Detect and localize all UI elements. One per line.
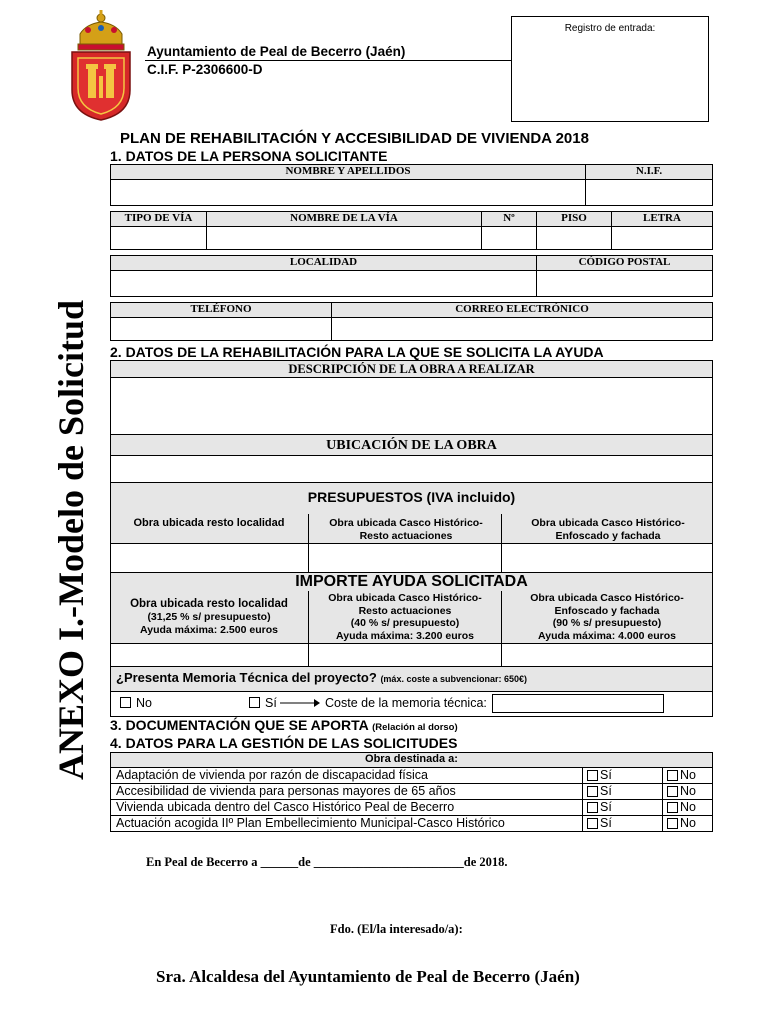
- importe-col-2-line3: (40 % s/ presupuesto): [350, 617, 460, 629]
- nif-field[interactable]: [585, 179, 713, 206]
- importe-field-2[interactable]: [308, 643, 502, 667]
- codigo-postal-field[interactable]: [536, 270, 713, 297]
- numero-header: Nº: [481, 211, 537, 227]
- memoria-no-label: No: [136, 696, 152, 710]
- importe-field-1[interactable]: [110, 643, 309, 667]
- destinada-row-1: Adaptación de vivienda por razón de discapacidad física: [116, 768, 429, 782]
- presupuestos-header: PRESUPUESTOS (IVA incluido): [307, 489, 516, 505]
- importe-col-2-line1: Obra ubicada Casco Histórico-: [328, 592, 482, 604]
- piso-header: PISO: [536, 211, 612, 227]
- row3-si-label: Sí: [600, 800, 612, 814]
- registro-label: Registro de entrada:: [564, 23, 656, 34]
- presupuestos-col-1: Obra ubicada resto localidad: [133, 517, 285, 529]
- destinada-row-3: Vivienda ubicada dentro del Casco Histórico Peal de Becerro: [116, 800, 455, 814]
- section3-note: (Relación al dorso): [372, 722, 458, 733]
- localidad-header: LOCALIDAD: [110, 255, 537, 271]
- importe-col-3-line3: (90 % s/ presupuesto): [552, 617, 662, 629]
- coste-field[interactable]: [492, 694, 664, 713]
- section4-title: 4. DATOS PARA LA GESTIÓN DE LAS SOLICITUDES: [110, 735, 458, 751]
- nombre-via-header: NOMBRE DE LA VÍA: [206, 211, 482, 227]
- importe-col-1-line1: Obra ubicada resto localidad: [130, 598, 288, 610]
- numero-field[interactable]: [481, 226, 537, 250]
- importe-col-3-line4: Ayuda máxima: 4.000 euros: [538, 629, 676, 642]
- row2-no-label: No: [680, 784, 696, 798]
- memoria-note: (máx. coste a subvencionar: 650€): [380, 674, 527, 684]
- row4-no-label: No: [680, 816, 696, 830]
- row4-si-checkbox[interactable]: [587, 818, 598, 829]
- ubicacion-header: UBICACIÓN DE LA OBRA: [110, 434, 713, 456]
- importe-col-3: [503, 592, 711, 642]
- importe-header: IMPORTE AYUDA SOLICITADA: [295, 573, 528, 590]
- presupuesto-field-2[interactable]: [308, 543, 502, 573]
- destinada-row-4: Actuación acogida IIº Plan Embellecimiento Municipal-Casco Histórico: [116, 816, 505, 830]
- section1-title: 1. DATOS DE LA PERSONA SOLICITANTE: [110, 148, 388, 164]
- row3-no-label: No: [680, 800, 696, 814]
- memoria-si-label: Sí: [265, 696, 277, 710]
- row1-no-label: No: [680, 768, 696, 782]
- presupuestos-col-2: Obra ubicada Casco Histórico-Resto actuaciones: [329, 517, 483, 542]
- importe-col-1: [110, 598, 308, 637]
- row4-si-label: Sí: [600, 816, 612, 830]
- importe-col-2-line2: Resto actuaciones: [358, 604, 452, 617]
- fecha-line: En Peal de Becerro a ______de ________________________de 2018.: [146, 855, 508, 869]
- section2-title: 2. DATOS DE LA REHABILITACIÓN PARA LA QUE SE SOLICITA LA AYUDA: [110, 344, 604, 360]
- row2-si-checkbox[interactable]: [587, 786, 598, 797]
- row3-si-checkbox[interactable]: [587, 802, 598, 813]
- nombre-header: NOMBRE Y APELLIDOS: [110, 164, 586, 180]
- row2-si-label: Sí: [600, 784, 612, 798]
- telefono-field[interactable]: [110, 317, 332, 341]
- correo-field[interactable]: [331, 317, 713, 341]
- obra-destinada-header: Obra destinada a:: [110, 752, 713, 768]
- destinatario-line: Sra. Alcaldesa del Ayuntamiento de Peal de Becerro (Jaén): [156, 967, 580, 986]
- memoria-question-text: ¿Presenta Memoria Técnica del proyecto?: [116, 670, 377, 685]
- presupuesto-field-1[interactable]: [110, 543, 309, 573]
- letra-header: LETRA: [611, 211, 713, 227]
- tipo-via-field[interactable]: [110, 226, 207, 250]
- nombre-via-field[interactable]: [206, 226, 482, 250]
- row1-no-checkbox[interactable]: [667, 770, 678, 781]
- importe-col-1-line2: (31,25 % s/ presupuesto): [147, 611, 271, 623]
- row3-no-checkbox[interactable]: [667, 802, 678, 813]
- header-underline: [145, 60, 512, 61]
- ubicacion-field[interactable]: [110, 455, 713, 483]
- importe-col-3-line2: Enfoscado y fachada: [554, 604, 660, 617]
- correo-header: CORREO ELECTRÓNICO: [331, 302, 713, 318]
- row1-si-label: Sí: [600, 768, 612, 782]
- coste-label: Coste de la memoria técnica:: [325, 696, 487, 710]
- presupuesto-field-3[interactable]: [501, 543, 713, 573]
- importe-col-3-line1: Obra ubicada Casco Histórico-: [530, 592, 684, 604]
- coat-of-arms-logo: [66, 10, 136, 122]
- anexo-side-title: ANEXO I.-Modelo de Solicitud: [51, 299, 91, 780]
- row4-no-checkbox[interactable]: [667, 818, 678, 829]
- codigo-postal-header: CÓDIGO POSTAL: [536, 255, 713, 271]
- piso-field[interactable]: [536, 226, 612, 250]
- presupuestos-col-3: Obra ubicada Casco Histórico-Enfoscado y fachada: [531, 517, 685, 542]
- row2-no-checkbox[interactable]: [667, 786, 678, 797]
- arrow-icon: [280, 698, 320, 708]
- localidad-field[interactable]: [110, 270, 537, 297]
- letra-field[interactable]: [611, 226, 713, 250]
- nombre-field[interactable]: [110, 179, 586, 206]
- destinada-row-2: Accesibilidad de vivienda para personas mayores de 65 años: [116, 784, 456, 798]
- memoria-question: [116, 670, 527, 685]
- descripcion-field[interactable]: [110, 377, 713, 435]
- descripcion-header: DESCRIPCIÓN DE LA OBRA A REALIZAR: [110, 360, 713, 378]
- firma-line: Fdo. (El/la interesado/a):: [330, 922, 463, 936]
- importe-col-1-line3: Ayuda máxima: 2.500 euros: [140, 624, 278, 636]
- memoria-no-checkbox[interactable]: [120, 697, 131, 708]
- section3-title-text: 3. DOCUMENTACIÓN QUE SE APORTA: [110, 717, 369, 733]
- cif: C.I.F. P-2306600-D: [147, 62, 263, 77]
- row1-si-checkbox[interactable]: [587, 770, 598, 781]
- importe-col-2: [310, 592, 500, 642]
- nif-header: N.I.F.: [585, 164, 713, 180]
- registro-box[interactable]: [511, 16, 709, 122]
- ayuntamiento-name: Ayuntamiento de Peal de Becerro (Jaén): [147, 44, 406, 59]
- importe-col-2-line4: Ayuda máxima: 3.200 euros: [336, 629, 474, 642]
- tipo-via-header: TIPO DE VÍA: [110, 211, 207, 227]
- memoria-si-checkbox[interactable]: [249, 697, 260, 708]
- section3-title: [110, 717, 458, 733]
- plan-title: PLAN DE REHABILITACIÓN Y ACCESIBILIDAD DE VIVIENDA 2018: [120, 130, 589, 147]
- importe-field-3[interactable]: [501, 643, 713, 667]
- telefono-header: TELÉFONO: [110, 302, 332, 318]
